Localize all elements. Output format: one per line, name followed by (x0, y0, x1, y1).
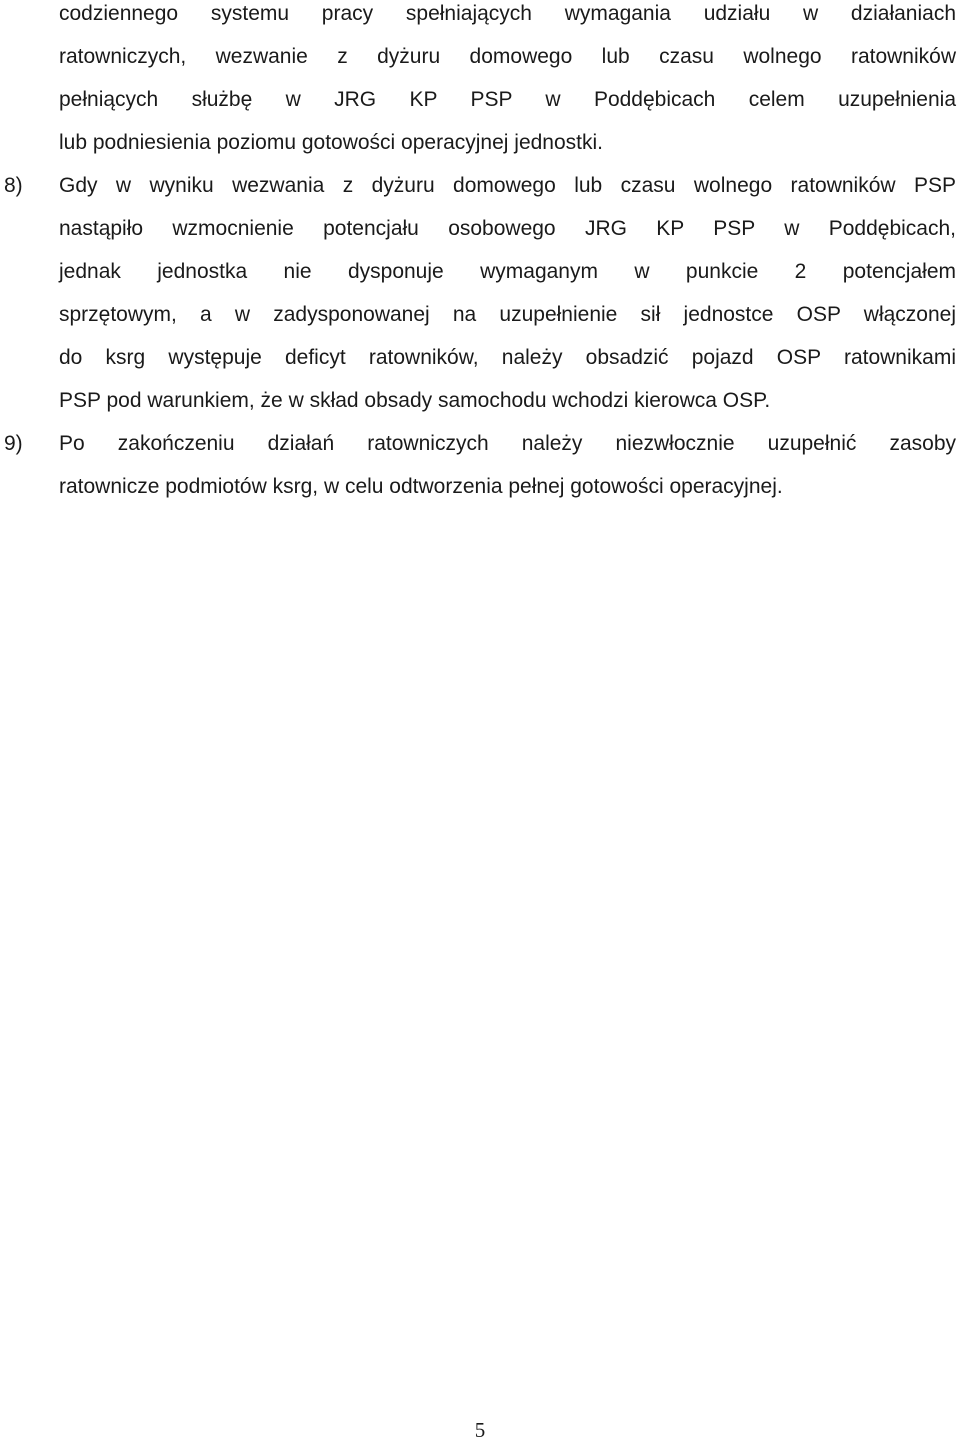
text-line: nastąpiło wzmocnienie potencjału osobowego JRG KP PSP w Poddębicach, (59, 217, 956, 240)
text-line: jednak jednostka nie dysponuje wymaganym w punkcie 2 potencjałem (59, 260, 956, 283)
text-line: pełniących służbę w JRG KP PSP w Poddębicach celem uzupełnienia (59, 88, 956, 111)
text-line: lub podniesienia poziomu gotowości operacyjnej jednostki. (59, 131, 604, 154)
text-line: Gdy w wyniku wezwania z dyżuru domowego lub czasu wolnego ratowników PSP (59, 174, 956, 197)
text-line: sprzętowym, a w zadysponowanej na uzupełnienie sił jednostce OSP włączonej (59, 303, 956, 326)
text-line: PSP pod warunkiem, że w skład obsady samochodu wchodzi kierowca OSP. (59, 389, 771, 412)
text-line: do ksrg występuje deficyt ratowników, należy obsadzić pojazd OSP ratownikami (59, 346, 956, 369)
list-item-number: 8) (4, 174, 23, 197)
text-line: Po zakończeniu działań ratowniczych należy niezwłocznie uzupełnić zasoby (59, 432, 956, 455)
text-line: ratowniczych, wezwanie z dyżuru domowego lub czasu wolnego ratowników (59, 45, 956, 68)
text-line: ratownicze podmiotów ksrg, w celu odtworzenia pełnej gotowości operacyjnej. (59, 475, 783, 498)
list-item-number: 9) (4, 432, 23, 455)
text-line: codziennego systemu pracy spełniających wymagania udziału w działaniach (59, 2, 956, 25)
page-number: 5 (474, 1418, 486, 1442)
